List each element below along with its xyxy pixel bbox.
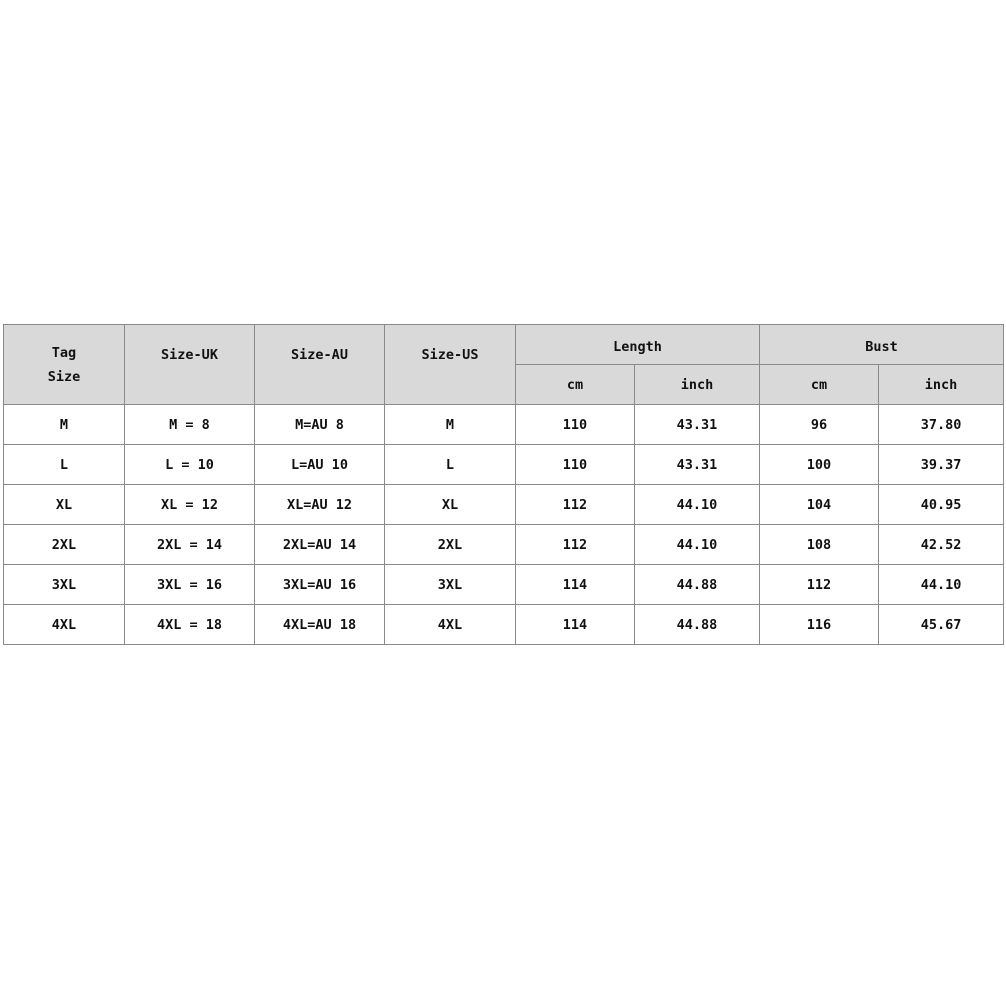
table-row bbox=[4, 605, 1004, 645]
cell-tag: L bbox=[4, 445, 125, 485]
header-length-inch: inch bbox=[635, 365, 760, 405]
header-tag-size bbox=[4, 325, 125, 405]
header-bust-cm: cm bbox=[760, 365, 879, 405]
cell-length-inch: 44.10 bbox=[635, 525, 760, 565]
cell-length-inch: 43.31 bbox=[635, 445, 760, 485]
cell-tag: XL bbox=[4, 485, 125, 525]
cell-tag: M bbox=[4, 405, 125, 445]
cell-length-cm: 112 bbox=[516, 485, 635, 525]
cell-bust-inch: 45.67 bbox=[879, 605, 1004, 645]
cell-length-cm: 114 bbox=[516, 565, 635, 605]
cell-us: XL bbox=[385, 485, 516, 525]
cell-uk: M = 8 bbox=[125, 405, 255, 445]
header-row-top bbox=[4, 325, 1004, 365]
header-tag-size-line1: Tag bbox=[51, 344, 77, 361]
cell-length-cm: 114 bbox=[516, 605, 635, 645]
header-size-au: Size-AU bbox=[255, 325, 385, 405]
table-row bbox=[4, 525, 1004, 565]
cell-bust-cm: 100 bbox=[760, 445, 879, 485]
cell-tag: 4XL bbox=[4, 605, 125, 645]
cell-us: M bbox=[385, 405, 516, 445]
cell-bust-cm: 104 bbox=[760, 485, 879, 525]
cell-bust-inch: 37.80 bbox=[879, 405, 1004, 445]
table-row bbox=[4, 445, 1004, 485]
header-size-uk: Size-UK bbox=[125, 325, 255, 405]
cell-bust-inch: 44.10 bbox=[879, 565, 1004, 605]
cell-length-inch: 44.88 bbox=[635, 565, 760, 605]
cell-tag: 3XL bbox=[4, 565, 125, 605]
cell-au: XL=AU 12 bbox=[255, 485, 385, 525]
cell-au: L=AU 10 bbox=[255, 445, 385, 485]
cell-bust-cm: 108 bbox=[760, 525, 879, 565]
header-tag-size-line2: Size bbox=[47, 368, 81, 385]
cell-au: 4XL=AU 18 bbox=[255, 605, 385, 645]
header-bust-inch: inch bbox=[879, 365, 1004, 405]
cell-tag: 2XL bbox=[4, 525, 125, 565]
cell-bust-cm: 116 bbox=[760, 605, 879, 645]
header-length-cm: cm bbox=[516, 365, 635, 405]
header-bust: Bust bbox=[760, 325, 1004, 365]
header-size-us: Size-US bbox=[385, 325, 516, 405]
table-row bbox=[4, 485, 1004, 525]
table-body bbox=[4, 405, 1004, 645]
cell-length-cm: 112 bbox=[516, 525, 635, 565]
cell-length-cm: 110 bbox=[516, 405, 635, 445]
cell-bust-inch: 39.37 bbox=[879, 445, 1004, 485]
size-chart-table bbox=[3, 324, 1004, 645]
cell-us: L bbox=[385, 445, 516, 485]
cell-length-inch: 43.31 bbox=[635, 405, 760, 445]
cell-au: 2XL=AU 14 bbox=[255, 525, 385, 565]
cell-uk: L = 10 bbox=[125, 445, 255, 485]
table-row bbox=[4, 405, 1004, 445]
cell-uk: 3XL = 16 bbox=[125, 565, 255, 605]
cell-uk: 4XL = 18 bbox=[125, 605, 255, 645]
cell-uk: XL = 12 bbox=[125, 485, 255, 525]
cell-us: 3XL bbox=[385, 565, 516, 605]
cell-au: 3XL=AU 16 bbox=[255, 565, 385, 605]
cell-uk: 2XL = 14 bbox=[125, 525, 255, 565]
cell-bust-inch: 42.52 bbox=[879, 525, 1004, 565]
cell-length-inch: 44.10 bbox=[635, 485, 760, 525]
table-row bbox=[4, 565, 1004, 605]
cell-bust-inch: 40.95 bbox=[879, 485, 1004, 525]
cell-bust-cm: 112 bbox=[760, 565, 879, 605]
cell-length-inch: 44.88 bbox=[635, 605, 760, 645]
cell-us: 4XL bbox=[385, 605, 516, 645]
cell-length-cm: 110 bbox=[516, 445, 635, 485]
cell-au: M=AU 8 bbox=[255, 405, 385, 445]
header-length: Length bbox=[516, 325, 760, 365]
cell-us: 2XL bbox=[385, 525, 516, 565]
cell-bust-cm: 96 bbox=[760, 405, 879, 445]
table-header bbox=[4, 325, 1004, 405]
